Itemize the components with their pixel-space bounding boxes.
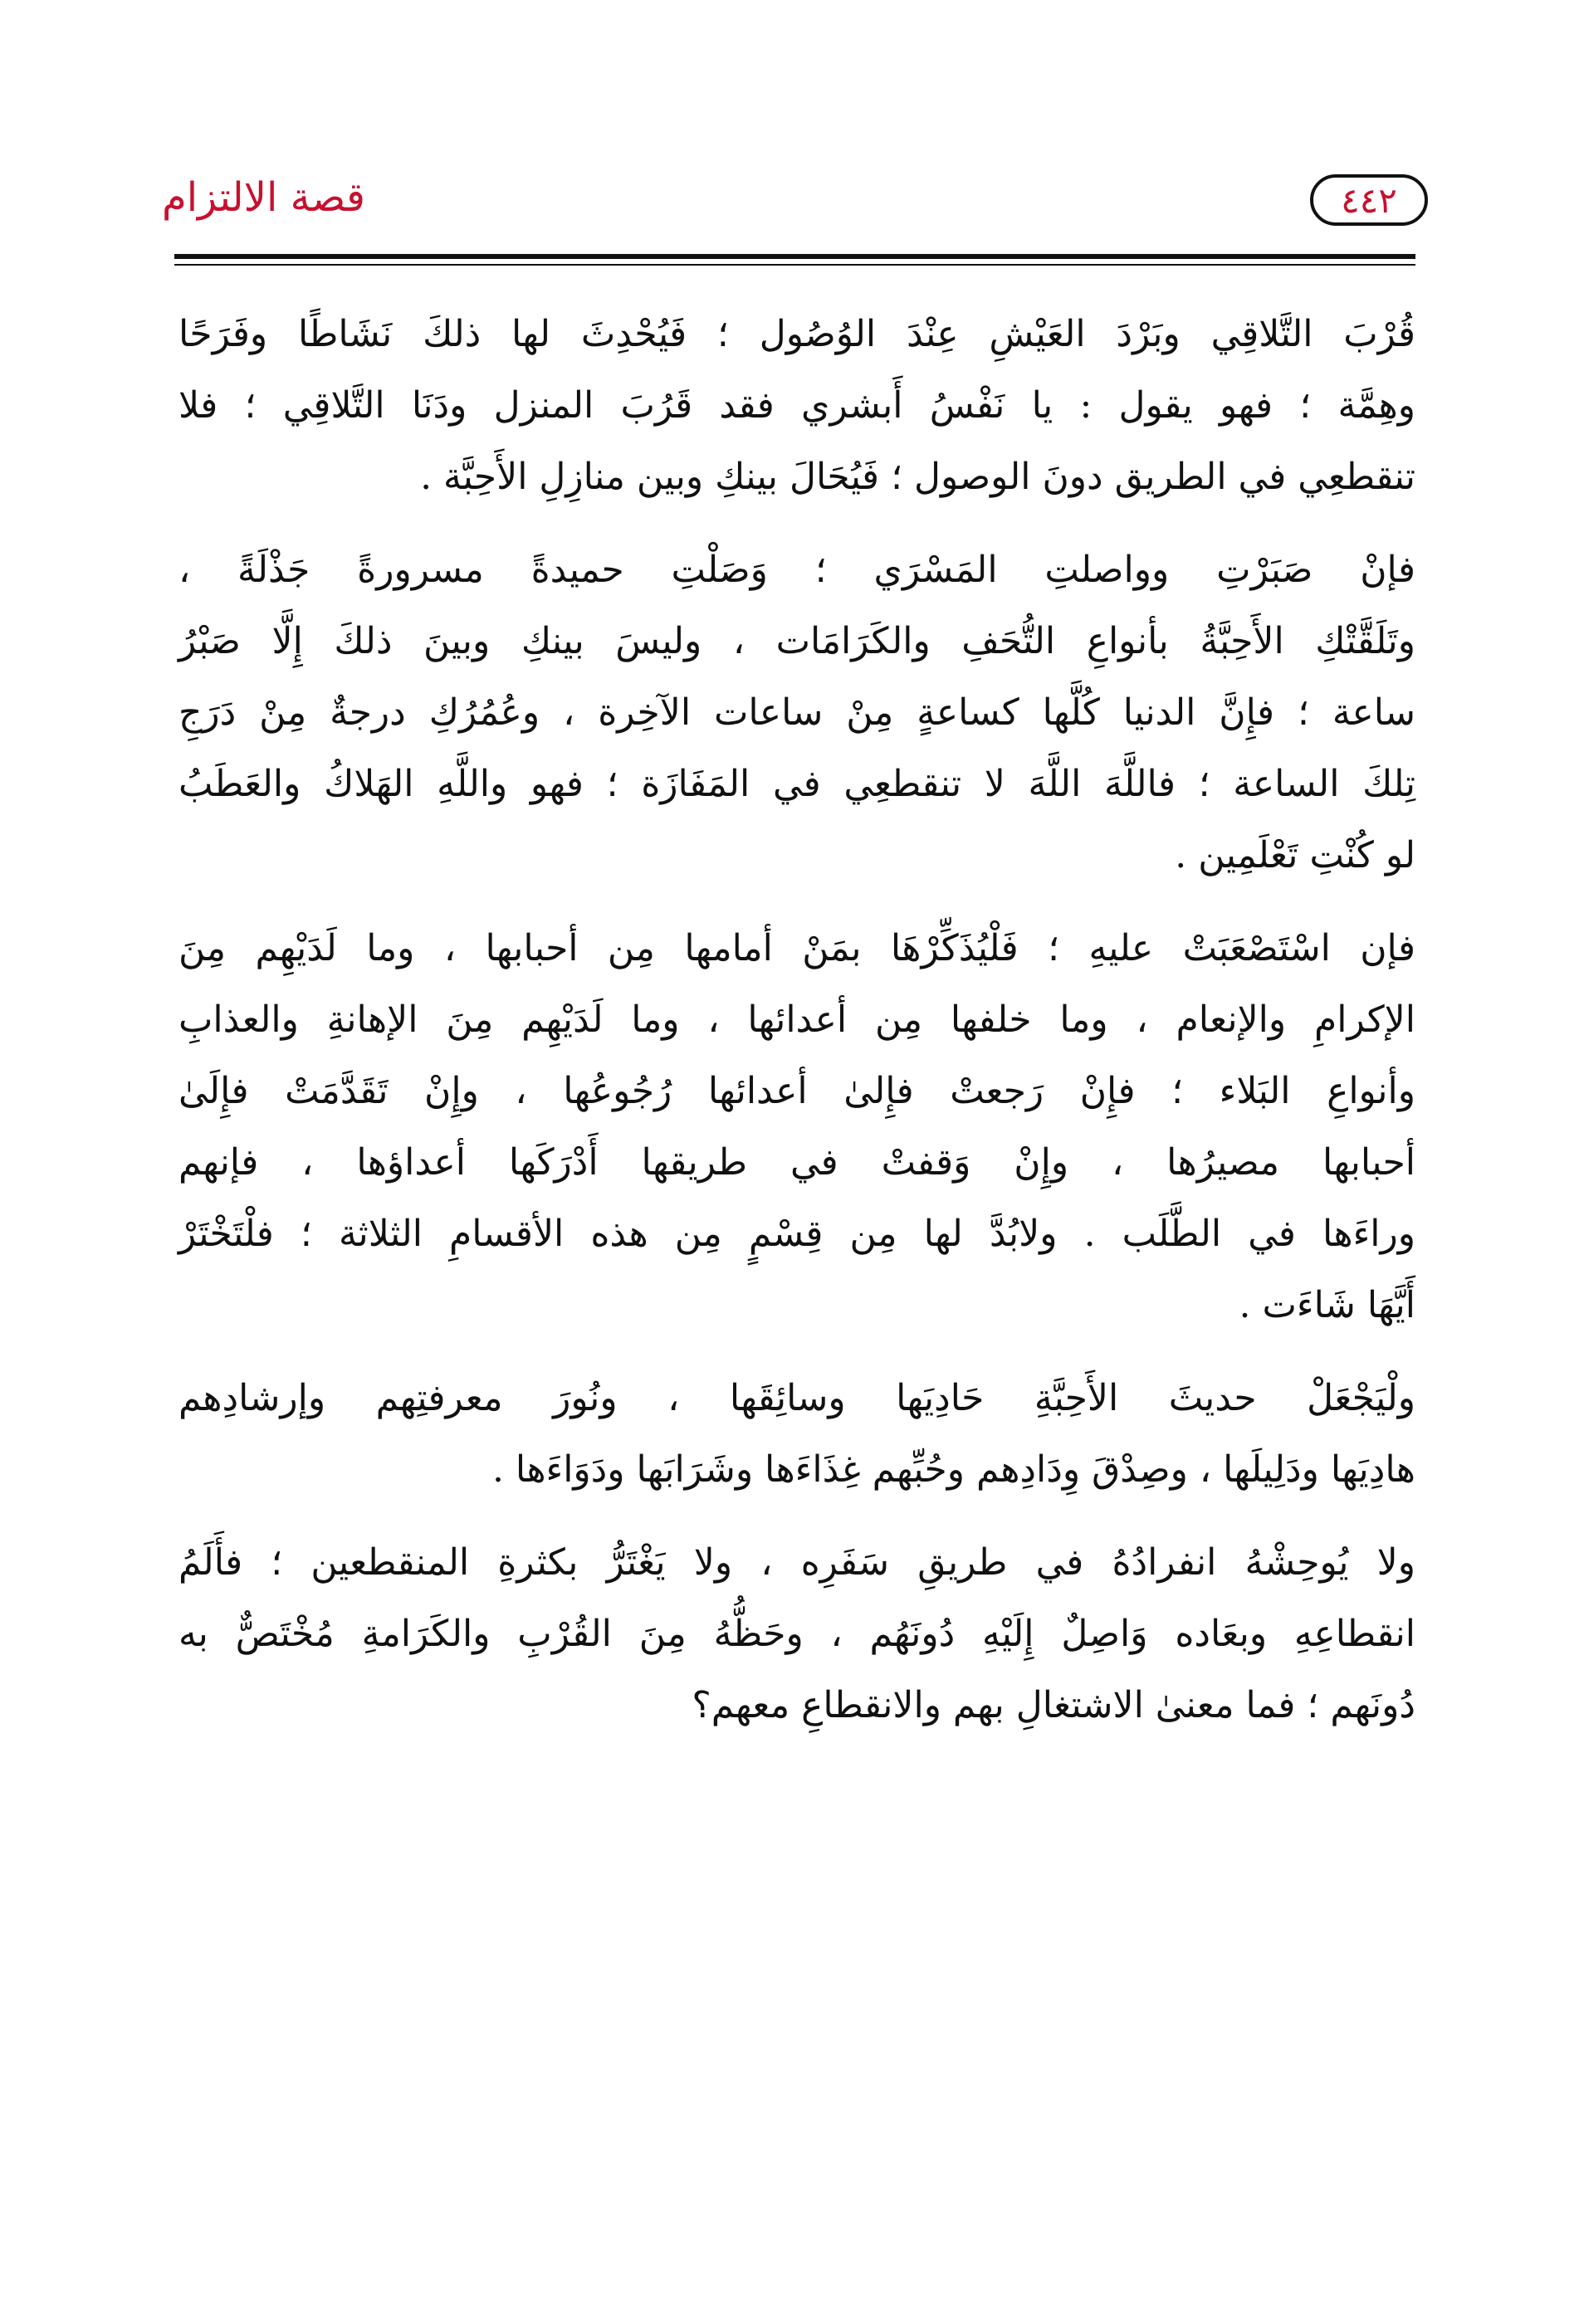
paragraph-1 bbox=[178, 299, 1415, 513]
page-header bbox=[149, 158, 1428, 257]
header-rule-thin bbox=[174, 264, 1415, 266]
text-line: لو كُنْتِ تَعْلَمِين . bbox=[1175, 834, 1415, 876]
paragraph-4 bbox=[178, 1363, 1415, 1506]
text-line: ولا يُوحِشْهُ انفرادُهُ في طريقِ سَفَرِه ، ولا يَغْتَرُّ بكثرةِ المنقطعين ؛ فأَلَمُ bbox=[178, 1541, 1415, 1584]
text-line: تِلكَ الساعة ؛ فاللَّهَ اللَّهَ لا تنقطعِي في المَفَازَة ؛ فهو واللَّهِ الهَلاكُ والعَطَبُ bbox=[178, 763, 1415, 805]
text-line: قُرْبَ التَّلاقِي وبَرْدَ العَيْشِ عِنْدَ الوُصُول ؛ فَيُحْدِثَ لها ذلكَ نَشَاطًا وفَرَحًا bbox=[178, 313, 1415, 355]
text-line: أَيَّهَا شَاءَت . bbox=[1239, 1284, 1415, 1326]
paragraph-3 bbox=[178, 913, 1415, 1341]
running-title: قصة الالتزام bbox=[162, 174, 365, 221]
text-line: فإن اسْتَصْعَبَتْ عليهِ ؛ فَلْيُذَكِّرْهَا بمَنْ أمامها مِن أحبابها ، وما لَدَيْهِم مِنَ bbox=[178, 927, 1415, 969]
paragraph-2 bbox=[178, 535, 1415, 891]
text-line: وأنواعِ البَلاء ؛ فإِنْ رَجعتْ فإِلىٰ أعدائها رُجُوعُها ، وإِنْ تَقَدَّمَتْ فإِلَىٰ bbox=[178, 1070, 1415, 1112]
text-line: هادِيَها ودَلِيلَها ، وصِدْقَ وِدَادِهم وحُبِّهم غِذَاءَها وشَرَابَها ودَوَاءَها . bbox=[491, 1448, 1415, 1491]
text-line: وراءَها في الطَّلَب . ولابُدَّ لها مِن قِسْمٍ مِن هذه الأقسامِ الثلاثة ؛ فلْتَخْتَرْ bbox=[178, 1213, 1415, 1255]
text-line: ساعة ؛ فإِنَّ الدنيا كُلَّها كساعةٍ مِنْ ساعات الآخِرة ، وعُمُرُكِ درجةٌ مِنْ دَرَجِ bbox=[178, 691, 1415, 734]
text-line: دُونَهم ؛ فما معنىٰ الاشتغالِ بهم والانقطاعِ معهم؟ bbox=[692, 1684, 1415, 1726]
text-line: الإكرامِ والإنعام ، وما خلفها مِن أعدائها ، وما لَدَيْهِم مِنَ الإهانةِ والعذابِ bbox=[178, 998, 1415, 1041]
text-line: وتَلَقَّتْكِ الأَحِبَّةُ بأنواعِ التُّحَفِ والكَرَامَات ، وليسَ بينكِ وبينَ ذلكَ إِلَّا صَبْرُ bbox=[178, 620, 1415, 662]
text-line: فإنْ صَبَرْتِ وواصلتِ المَسْرَي ؛ وَصَلْتِ حميدةً مسرورةً جَذْلَةً ، bbox=[178, 549, 1415, 591]
text-line: أحبابها مصيرُها ، وإِنْ وَقفتْ في طريقها أَدْرَكَها أعداؤها ، فإنهم bbox=[178, 1141, 1415, 1184]
page-number-badge: ٤٤٢ bbox=[1310, 174, 1428, 226]
header-rule-thick bbox=[174, 254, 1415, 259]
text-line: ولْيَجْعَلْ حديثَ الأَحِبَّةِ حَادِيَها وسائِقَها ، ونُورَ معرفتِهم وإرشادِهم bbox=[178, 1377, 1415, 1419]
text-line: وهِمَّة ؛ فهو يقول : يا نَفْسُ أَبشري فقد قَرُبَ المنزل ودَنَا التَّلاقِي ؛ فلا bbox=[178, 384, 1415, 427]
text-line: تنقطعِي في الطريق دونَ الوصول ؛ فَيُحَالَ بينكِ وبين منازِلِ الأَحِبَّة . bbox=[420, 456, 1415, 498]
text-line: انقطاعِهِ وبعَاده وَاصِلٌ إِلَيْهِ دُونَهُم ، وحَظُّهُ مِنَ القُرْبِ والكَرَامةِ مُخْتَصٌّ به bbox=[178, 1613, 1415, 1655]
paragraph-5 bbox=[178, 1527, 1415, 1741]
body-text bbox=[178, 299, 1415, 1763]
